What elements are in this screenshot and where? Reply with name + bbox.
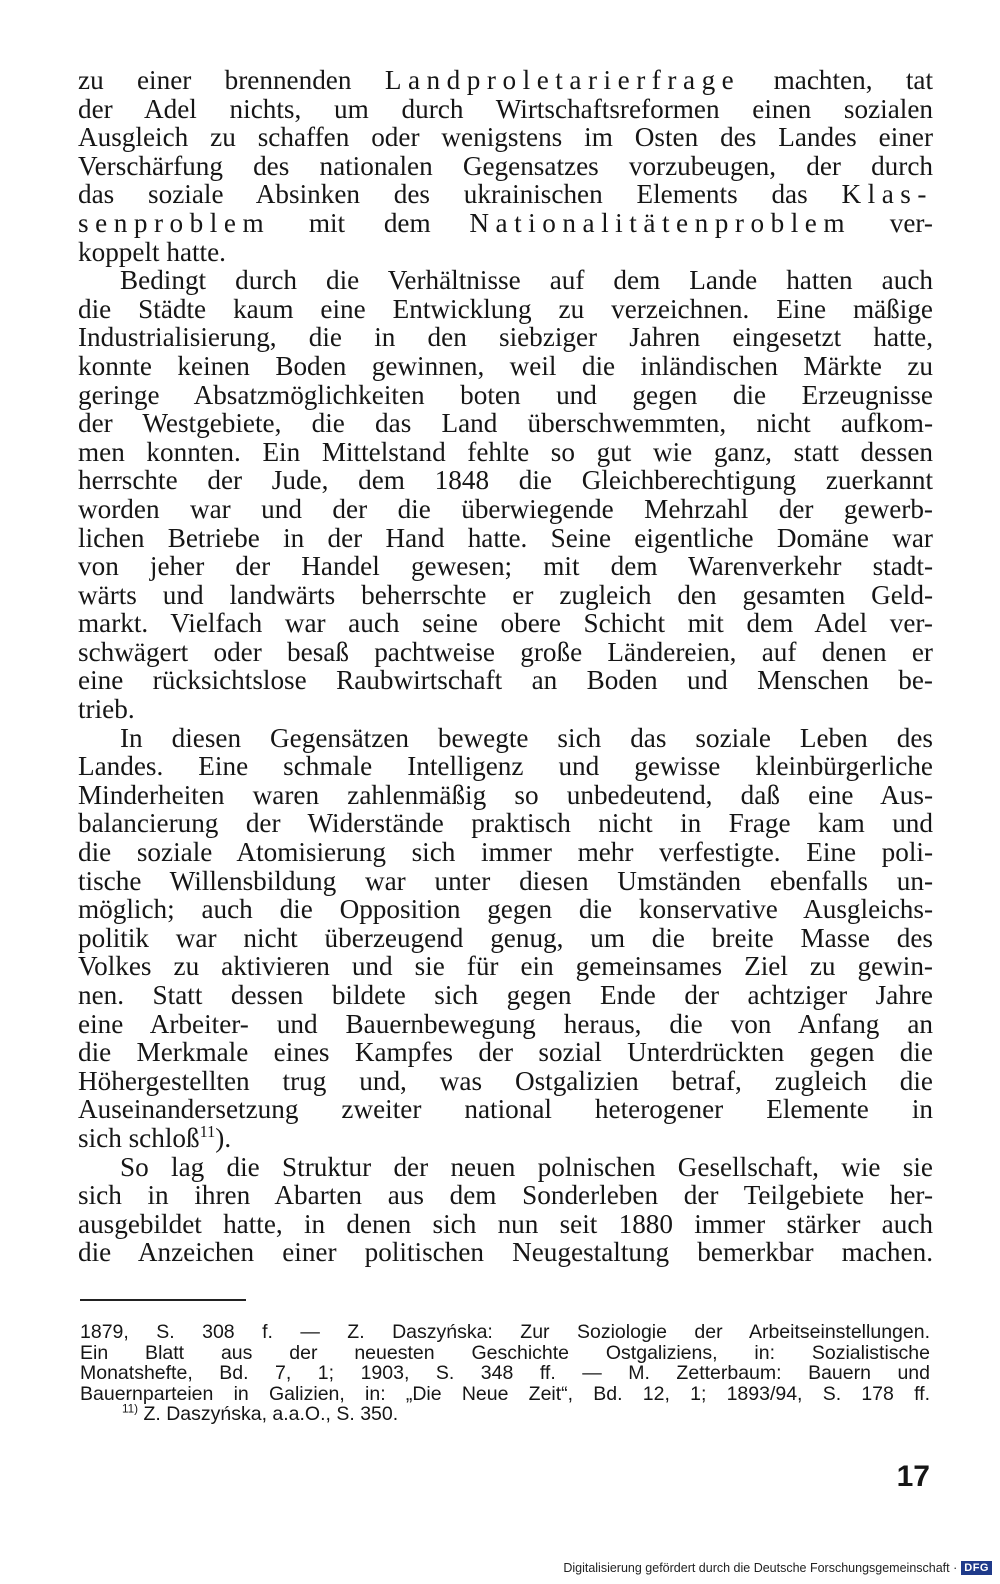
footnotes xyxy=(80,1322,930,1425)
text-line: geringe Absatzmöglichkeiten boten und gegen die Erzeugnisse xyxy=(78,379,933,410)
footnote-line: 1879, S. 308 f. — Z. Daszyńska: Zur Soziologie der Arbeitseinstellungen. xyxy=(80,1321,930,1343)
text-line: In diesen Gegensätzen bewegte sich das soziale Leben des xyxy=(120,722,933,753)
spaced-term: Klas- xyxy=(841,179,933,210)
footnote-line: Monatshefte, Bd. 7, 1; 1903, S. 348 ff. — M. Zetterbaum: Bauern und xyxy=(80,1362,930,1384)
text-line: Höhergestellten trug und, was Ostgalizien betraf, zugleich die xyxy=(78,1065,933,1096)
spaced-term: senproblem xyxy=(78,207,271,238)
text-line: das soziale Absinken des ukrainischen Elements das Klas- xyxy=(78,179,933,210)
text-line: nen. Statt dessen bildete sich gegen Ende der achtziger Jahre xyxy=(78,980,933,1010)
footnote-marker: 11) xyxy=(122,1402,139,1416)
text-line: Volkes zu aktivieren und sie für ein gemeinsames Ziel zu gewin- xyxy=(78,951,933,982)
spaced-term: Landproletarierfrage xyxy=(384,65,741,95)
text-line: balancierung der Widerstände praktisch nicht in Frage kam und xyxy=(78,808,933,839)
text-line: schwägert oder besaß pachtweise große Ländereien, auf denen er xyxy=(78,636,933,667)
text-line: wärts und landwärts beherrschte er zugleich den gesamten Geld- xyxy=(78,579,933,610)
dfg-logo-icon: DFG xyxy=(961,1561,992,1575)
text-line: koppelt hatte. xyxy=(78,236,226,267)
footnote-reference: 11 xyxy=(199,1121,216,1141)
text-line: zu einer brennenden Landproletarierfrage machten, tat xyxy=(78,65,933,95)
text-line: sich in ihren Abarten aus dem Sonderleben der Teilgebiete her- xyxy=(78,1180,933,1211)
text-line: die Städte kaum eine Entwicklung zu verzeichnen. Eine mäßige xyxy=(78,293,933,324)
footnote-line: Bauernparteien in Galizien, in: „Die Neue Zeit“, Bd. 12, 1; 1893/94, S. 178 ff. xyxy=(80,1382,930,1405)
text-line: von jeher der Handel gewesen; mit dem Warenverkehr stadt- xyxy=(78,551,933,582)
main-text xyxy=(78,66,933,1267)
text-line: ausgebildet hatte, in denen sich nun seit 1880 immer stärker auch xyxy=(78,1208,933,1239)
text-line: herrschte der Jude, dem 1848 die Gleichberechtigung zuerkannt xyxy=(78,465,933,496)
text-line: worden war und der die überwiegende Mehrzahl der gewerb- xyxy=(78,493,933,524)
digitization-footer xyxy=(563,1558,992,1578)
footnote-11: $^{11)}$ Z. Daszyńska, a.a.O., S. 350. xyxy=(122,1402,399,1425)
text-line: tische Willensbildung war unter diesen Umständen ebenfalls un- xyxy=(78,865,933,896)
text-line: Auseinandersetzung zweiter national heterogener Elemente in xyxy=(78,1094,933,1125)
text-line: Bedingt durch die Verhältnisse auf dem Lande hatten auch xyxy=(120,265,933,296)
text-line: lichen Betriebe in der Hand hatte. Seine eigentliche Domäne war xyxy=(78,522,933,553)
footnote-line: Ein Blatt aus der neuesten Geschichte Ostgaliziens, in: Sozialistische xyxy=(80,1341,930,1364)
spaced-term: Nationalitätenproblem xyxy=(469,207,852,238)
text-line: senproblem mit dem Nationalitätenproblem ver- xyxy=(78,207,933,238)
text-line: eine Arbeiter- und Bauernbewegung heraus, die von Anfang an xyxy=(78,1008,933,1039)
text-line: Landes. Eine schmale Intelligenz und gewisse kleinbürgerliche xyxy=(78,751,933,782)
text-line: eine rücksichtslose Raubwirtschaft an Boden und Menschen be- xyxy=(78,665,933,696)
text-line: Minderheiten waren zahlenmäßig so unbedeutend, daß eine Aus- xyxy=(78,779,933,810)
text-line: der Westgebiete, die das Land überschwemmten, nicht aufkom- xyxy=(78,408,933,439)
text-line: markt. Vielfach war auch seine obere Schicht mit dem Adel ver- xyxy=(78,608,933,639)
text-line: Ausgleich zu schaffen oder wenigstens im Osten des Landes einer xyxy=(78,122,933,153)
footnote-divider xyxy=(80,1299,246,1301)
text-line: men konnten. Ein Mittelstand fehlte so gut wie ganz, statt dessen xyxy=(78,436,933,467)
text-line: Industrialisierung, die in den siebziger Jahren eingesetzt hatte, xyxy=(78,322,933,353)
digitization-note: Digitalisierung gefördert durch die Deutsche Forschungsgemeinschaft · xyxy=(563,1561,958,1575)
text-line: trieb. xyxy=(78,694,135,725)
text-line: politik war nicht überzeugend genug, um die breite Masse des xyxy=(78,922,933,953)
text-line: die soziale Atomisierung sich immer mehr verfestigte. Eine poli- xyxy=(78,837,933,868)
text-line: die Merkmale eines Kampfes der sozial Unterdrückten gegen die xyxy=(78,1037,933,1068)
text-line: der Adel nichts, um durch Wirtschaftsreformen einen sozialen xyxy=(78,93,933,124)
text-line: sich schloß$^{11}$). xyxy=(78,1121,232,1153)
text-line: Verschärfung des nationalen Gegensatzes vorzubeugen, der durch xyxy=(78,150,933,181)
text-line: So lag die Struktur der neuen polnischen Gesellschaft, wie sie xyxy=(120,1151,933,1182)
text-line: die Anzeichen einer politischen Neugestaltung bemerkbar machen. xyxy=(78,1237,933,1268)
page-number: 17 xyxy=(896,1460,930,1493)
text-line: konnte keinen Boden gewinnen, weil die inländischen Märkte zu xyxy=(78,350,933,381)
text-line: möglich; auch die Opposition gegen die konservative Ausgleichs- xyxy=(78,894,933,925)
